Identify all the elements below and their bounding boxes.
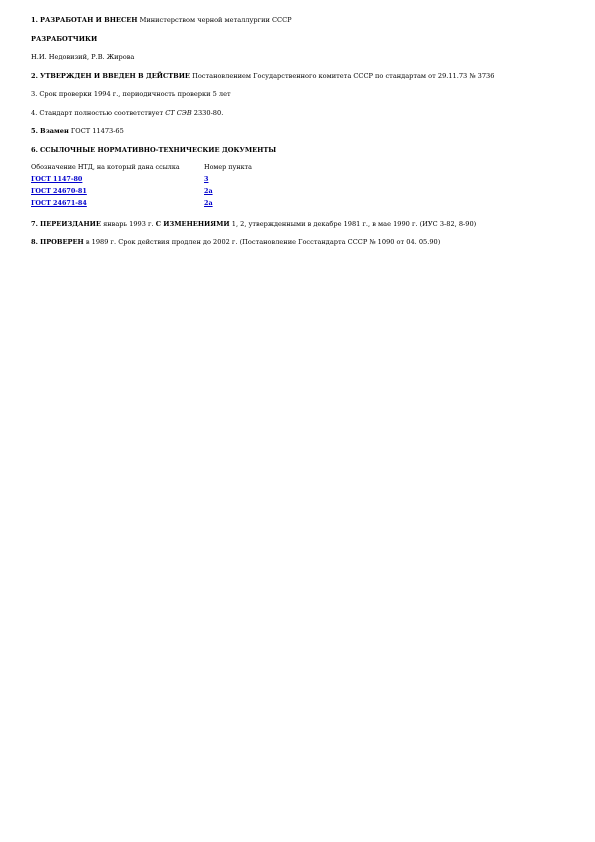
para-lead: ССЫЛОЧНЫЕ НОРМАТИВНО-ТЕХНИЧЕСКИЕ ДОКУМЕНТЫ [40, 145, 277, 154]
table-cell-clause [204, 173, 304, 185]
para-text: в 1989 г. Срок действия продлен до 2002 г. (Постановление Госстандарта СССР № 1090 от 04. 05.90) [85, 238, 441, 246]
para-developed-by [31, 16, 571, 24]
para-lead: Взамен [40, 127, 69, 135]
para-lead: ПРОВЕРЕН [40, 238, 84, 246]
para-text: Стандарт полностью соответствует [39, 108, 164, 117]
table-row [31, 197, 304, 209]
table-cell-document [31, 197, 204, 209]
para-text: 1, 2, утвержденными в декабре 1981 г., в мае 1990 г. (ИУС 3-82, 8-90) [231, 219, 477, 228]
header-clause: Номер пункта [204, 162, 252, 171]
para-checked [31, 238, 571, 246]
para-lead: ПЕРЕИЗДАНИЕ [40, 219, 101, 228]
doc-link[interactable]: ГОСТ 24670-81 [31, 186, 87, 195]
table-header-row [31, 161, 304, 173]
standard-number: 2330-80. [193, 108, 224, 117]
para-number: 1. [31, 16, 38, 24]
para-reissue [31, 220, 571, 228]
table-cell-document [31, 173, 204, 185]
para-reference-docs [31, 146, 571, 154]
clause-link[interactable]: 2а [204, 198, 213, 207]
clause-link[interactable]: 3 [204, 174, 209, 183]
header-document: Обозначение НТД, на который дана ссылка [31, 162, 180, 171]
table-cell-clause [204, 197, 304, 209]
para-number: 7. [31, 219, 38, 228]
developers-title: РАЗРАБОТЧИКИ [31, 34, 98, 43]
standard-code: СТ СЭВ [165, 108, 192, 117]
para-text: ГОСТ 11473-65 [70, 127, 124, 135]
table-cell-clause [204, 185, 304, 197]
para-number: 5. [31, 127, 38, 135]
table-cell-document [31, 185, 204, 197]
para-lead: УТВЕРЖДЕН И ВВЕДЕН В ДЕЙСТВИЕ [40, 71, 190, 80]
para-lead-changes: С ИЗМЕНЕНИЯМИ [155, 219, 230, 228]
para-replaces [31, 127, 571, 135]
reference-table [31, 161, 304, 209]
para-approved [31, 72, 571, 80]
doc-link[interactable]: ГОСТ 24671-84 [31, 198, 87, 207]
developers-names: Н.И. Недовизий, Р.В. Жирова [31, 53, 135, 61]
para-number: 6. [31, 145, 38, 154]
para-review-period: 3. Срок проверки 1994 г., периодичность проверки 5 лет [31, 90, 231, 98]
para-text: Министерством черной металлургии СССР [139, 16, 292, 24]
clause-link[interactable]: 2а [204, 186, 213, 195]
para-text: Постановлением Государственного комитета СССР по стандартам от 29.11.73 № 3736 [192, 71, 495, 80]
para-number: 2. [31, 71, 38, 80]
para-number: 4. [31, 108, 38, 117]
doc-link[interactable]: ГОСТ 1147-80 [31, 174, 83, 183]
para-number: 8. [31, 238, 38, 246]
para-text: январь 1993 г. [103, 219, 154, 228]
document-page [31, 16, 571, 257]
table-row [31, 185, 304, 197]
table-row [31, 173, 304, 185]
para-lead: РАЗРАБОТАН И ВНЕСЕН [40, 16, 138, 24]
para-compliance [31, 109, 571, 117]
